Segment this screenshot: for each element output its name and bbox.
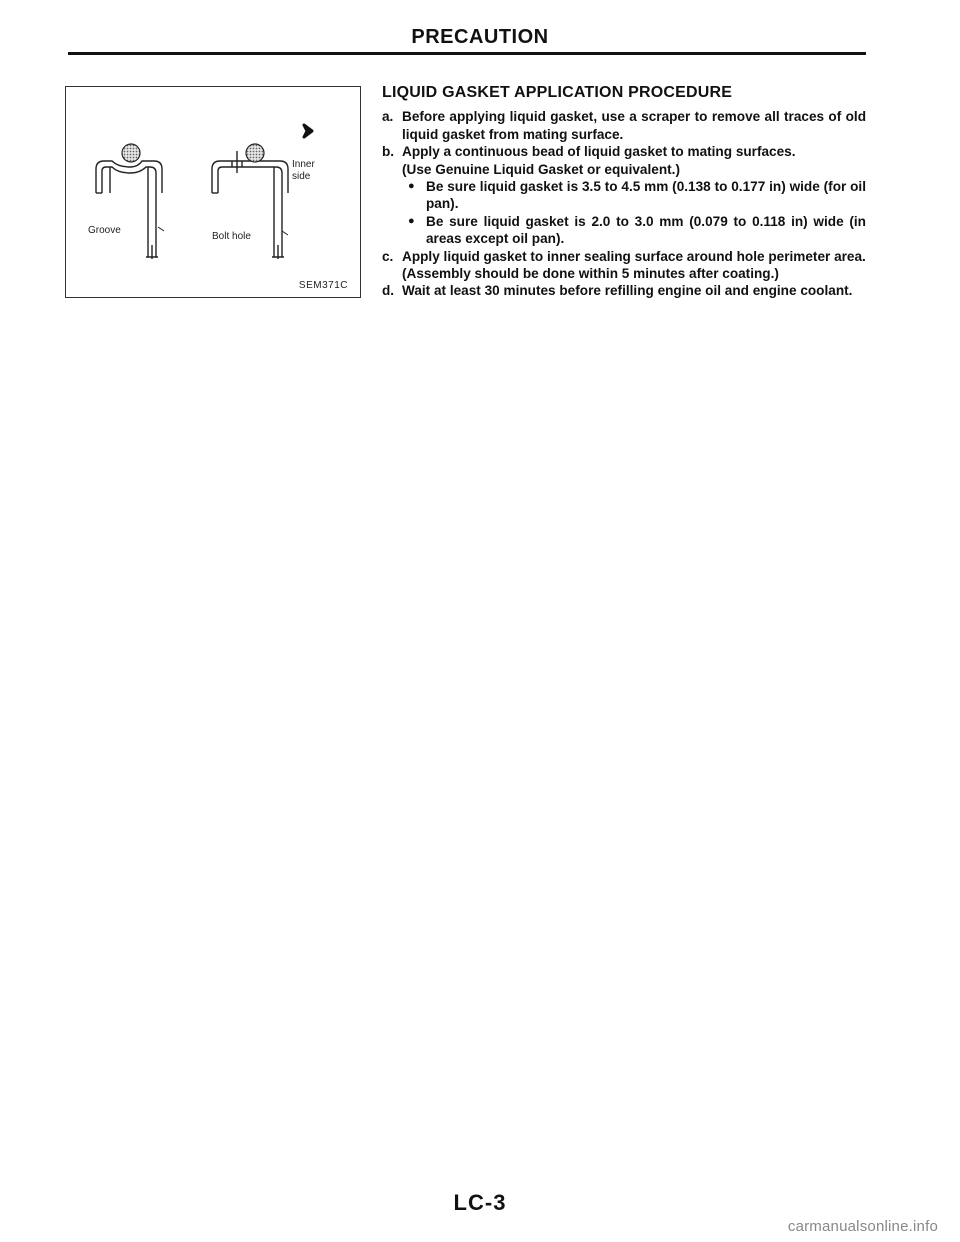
groove-label: Groove xyxy=(88,225,121,236)
step-text: Before applying liquid gasket, use a scraper to remove all traces of old liquid gasket from mating surface. xyxy=(402,109,866,142)
bullet-item xyxy=(408,213,866,248)
bullet-text: Be sure liquid gasket is 2.0 to 3.0 mm (0.079 to 0.118 in) wide (in areas except oil pan). xyxy=(426,213,866,247)
bullet-icon: ● xyxy=(408,180,415,193)
step-text: Wait at least 30 minutes before refilling engine oil and engine coolant. xyxy=(402,283,853,299)
step-text: Apply a continuous bead of liquid gasket to mating surfaces. xyxy=(402,144,796,160)
step-text: (Use Genuine Liquid Gasket or equivalent.) xyxy=(402,161,680,177)
bolt-hole-part xyxy=(212,151,288,259)
page-header: PRECAUTION xyxy=(411,26,549,48)
bolt-hole-label: Bolt hole xyxy=(212,231,251,242)
procedure-content xyxy=(382,84,866,300)
step-text: Apply liquid gasket to inner sealing surface around hole perimeter area. xyxy=(402,248,866,264)
step-a xyxy=(382,108,866,143)
step-text: (Assembly should be done within 5 minutes after coating.) xyxy=(402,266,779,282)
watermark: carmanualsonline.info xyxy=(787,1218,938,1235)
groove-gasket-bead xyxy=(122,144,140,162)
step-marker: b. xyxy=(382,144,395,160)
step-d xyxy=(382,282,866,299)
bullet-icon: ● xyxy=(408,214,415,227)
figure-id: SEM371C xyxy=(298,280,348,291)
step-body xyxy=(402,143,866,178)
gasket-diagram-drawing xyxy=(66,87,362,299)
inner-side-label-line1: Inner xyxy=(292,159,315,170)
bolt-hole-gasket-bead xyxy=(246,144,264,162)
step-marker: c. xyxy=(382,248,394,264)
step-body xyxy=(402,248,866,283)
header-rule xyxy=(68,52,866,55)
step-b xyxy=(382,143,866,178)
step-marker: d. xyxy=(382,283,395,299)
step-marker: a. xyxy=(382,109,394,125)
bullet-item xyxy=(408,178,866,213)
arrow-icon xyxy=(304,125,312,137)
page-number: LC-3 xyxy=(453,1190,507,1215)
step-c xyxy=(382,248,866,283)
section-title: LIQUID GASKET APPLICATION PROCEDURE xyxy=(382,84,733,101)
inner-side-label-line2: side xyxy=(292,171,311,182)
bullet-text: Be sure liquid gasket is 3.5 to 4.5 mm (0.138 to 0.177 in) wide (for oil pan). xyxy=(426,179,866,212)
groove-part xyxy=(96,161,162,259)
gasket-diagram xyxy=(65,86,361,298)
